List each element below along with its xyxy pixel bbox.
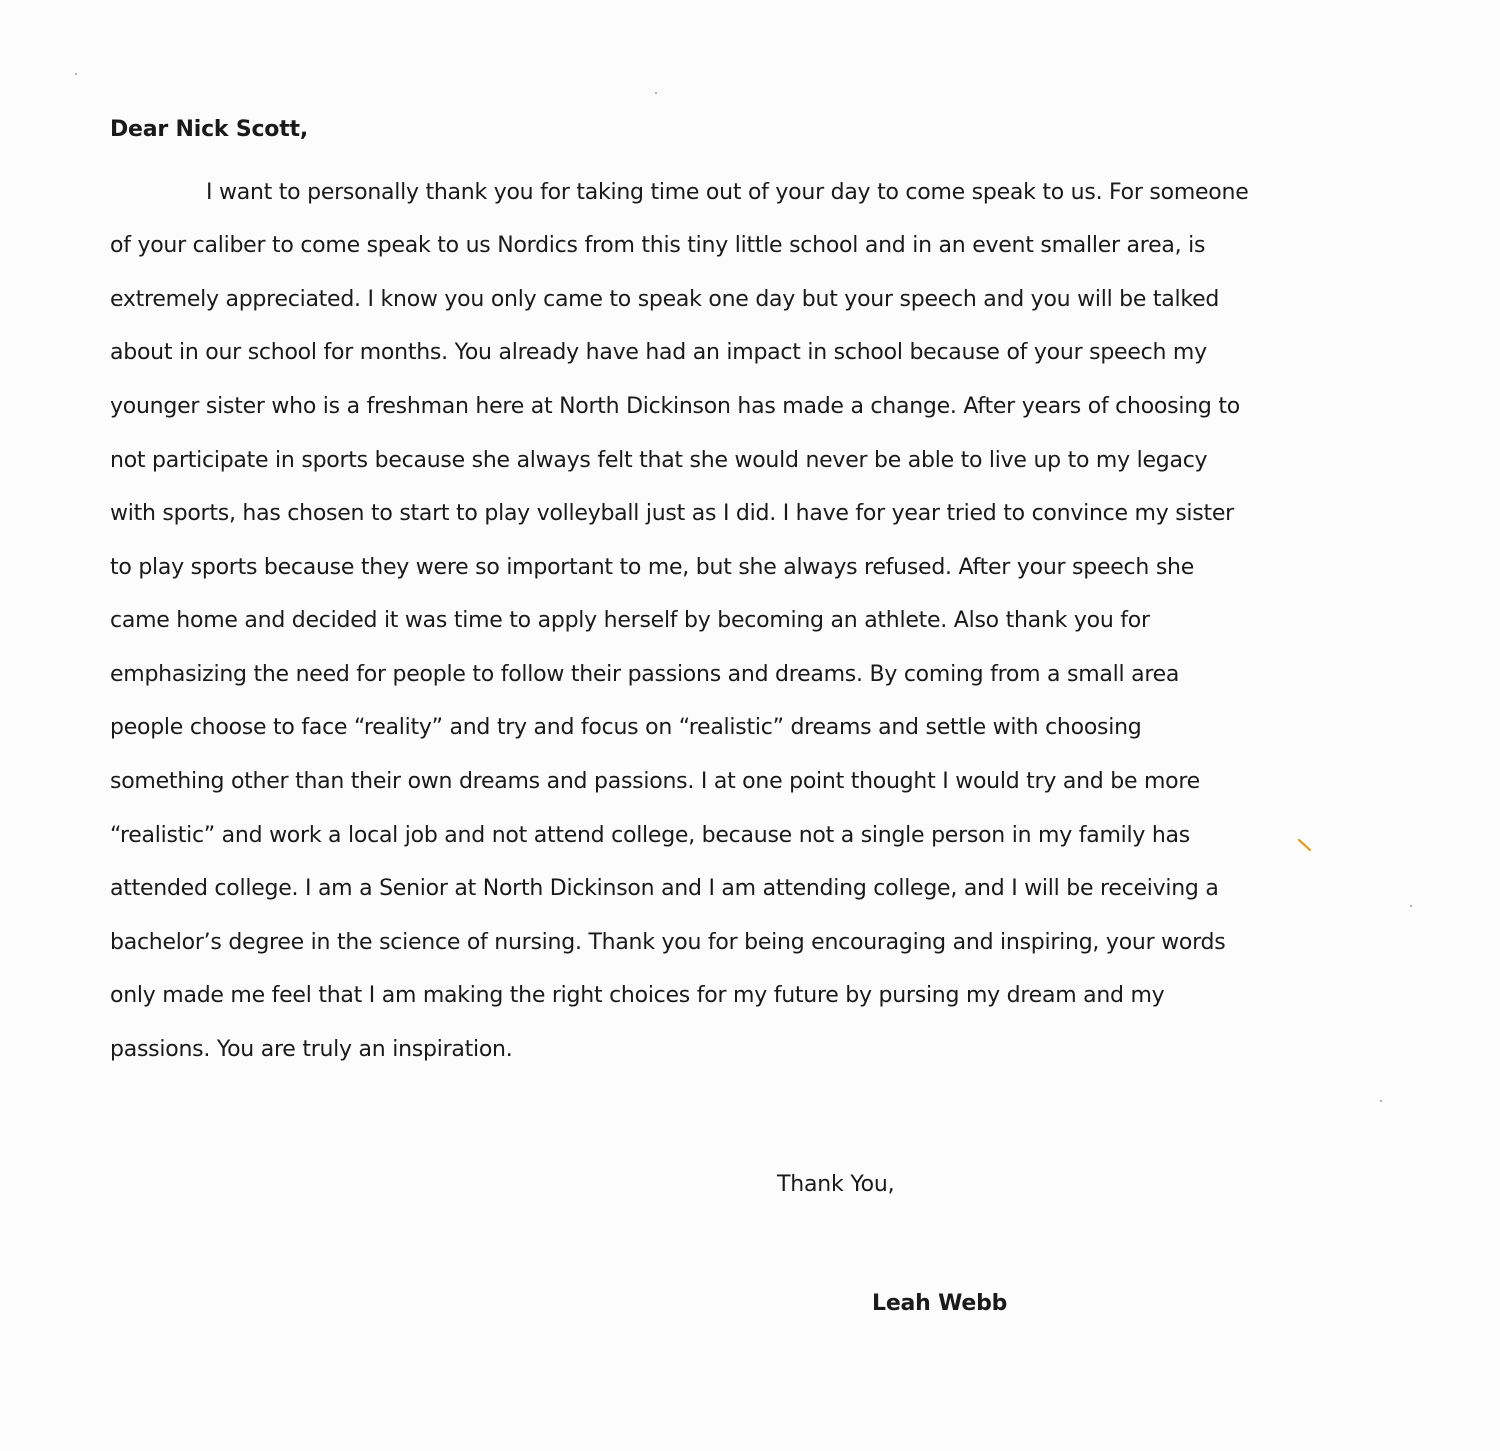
- body-line: extremely appreciated. I know you only came to speak one day but your speech and you will be talked: [110, 287, 1220, 312]
- body-line: younger sister who is a freshman here at North Dickinson has made a change. After years of choosing to: [110, 394, 1240, 419]
- body-line: attended college. I am a Senior at North Dickinson and I am attending college, and I will be receiving a: [110, 876, 1219, 901]
- closing: Thank You,: [777, 1172, 895, 1197]
- body-line: bachelor’s degree in the science of nursing. Thank you for being encouraging and inspiring, your words: [110, 930, 1226, 955]
- body-line: passions. You are truly an inspiration.: [110, 1037, 513, 1062]
- body-line: something other than their own dreams and passions. I at one point thought I would try and be more: [110, 769, 1200, 794]
- paper-speck: [1410, 905, 1412, 907]
- pen-mark: [1297, 838, 1313, 852]
- body-line: not participate in sports because she always felt that she would never be able to live up to my legacy: [110, 448, 1208, 473]
- body-line: emphasizing the need for people to follow their passions and dreams. By coming from a small area: [110, 662, 1180, 687]
- body-line: about in our school for months. You already have had an impact in school because of your speech my: [110, 340, 1207, 365]
- body-line: of your caliber to come speak to us Nordics from this tiny little school and in an event smaller area, is: [110, 233, 1206, 258]
- body-line: I want to personally thank you for taking time out of your day to come speak to us. For someone: [206, 180, 1249, 205]
- paper-speck: [1380, 1100, 1382, 1102]
- paper-speck: [655, 92, 657, 94]
- body-line: people choose to face “reality” and try and focus on “realistic” dreams and settle with choosing: [110, 715, 1142, 740]
- body-line: with sports, has chosen to start to play volleyball just as I did. I have for year tried to convince my sister: [110, 501, 1234, 526]
- body-line: “realistic” and work a local job and not attend college, because not a single person in my family has: [110, 823, 1190, 848]
- paper-speck: [75, 73, 77, 75]
- signature: Leah Webb: [872, 1291, 1008, 1316]
- body-line: to play sports because they were so important to me, but she always refused. After your speech she: [110, 555, 1195, 580]
- body-line: came home and decided it was time to apply herself by becoming an athlete. Also thank you for: [110, 608, 1150, 633]
- salutation: Dear Nick Scott,: [110, 117, 309, 142]
- body-line: only made me feel that I am making the right choices for my future by pursing my dream and my: [110, 983, 1165, 1008]
